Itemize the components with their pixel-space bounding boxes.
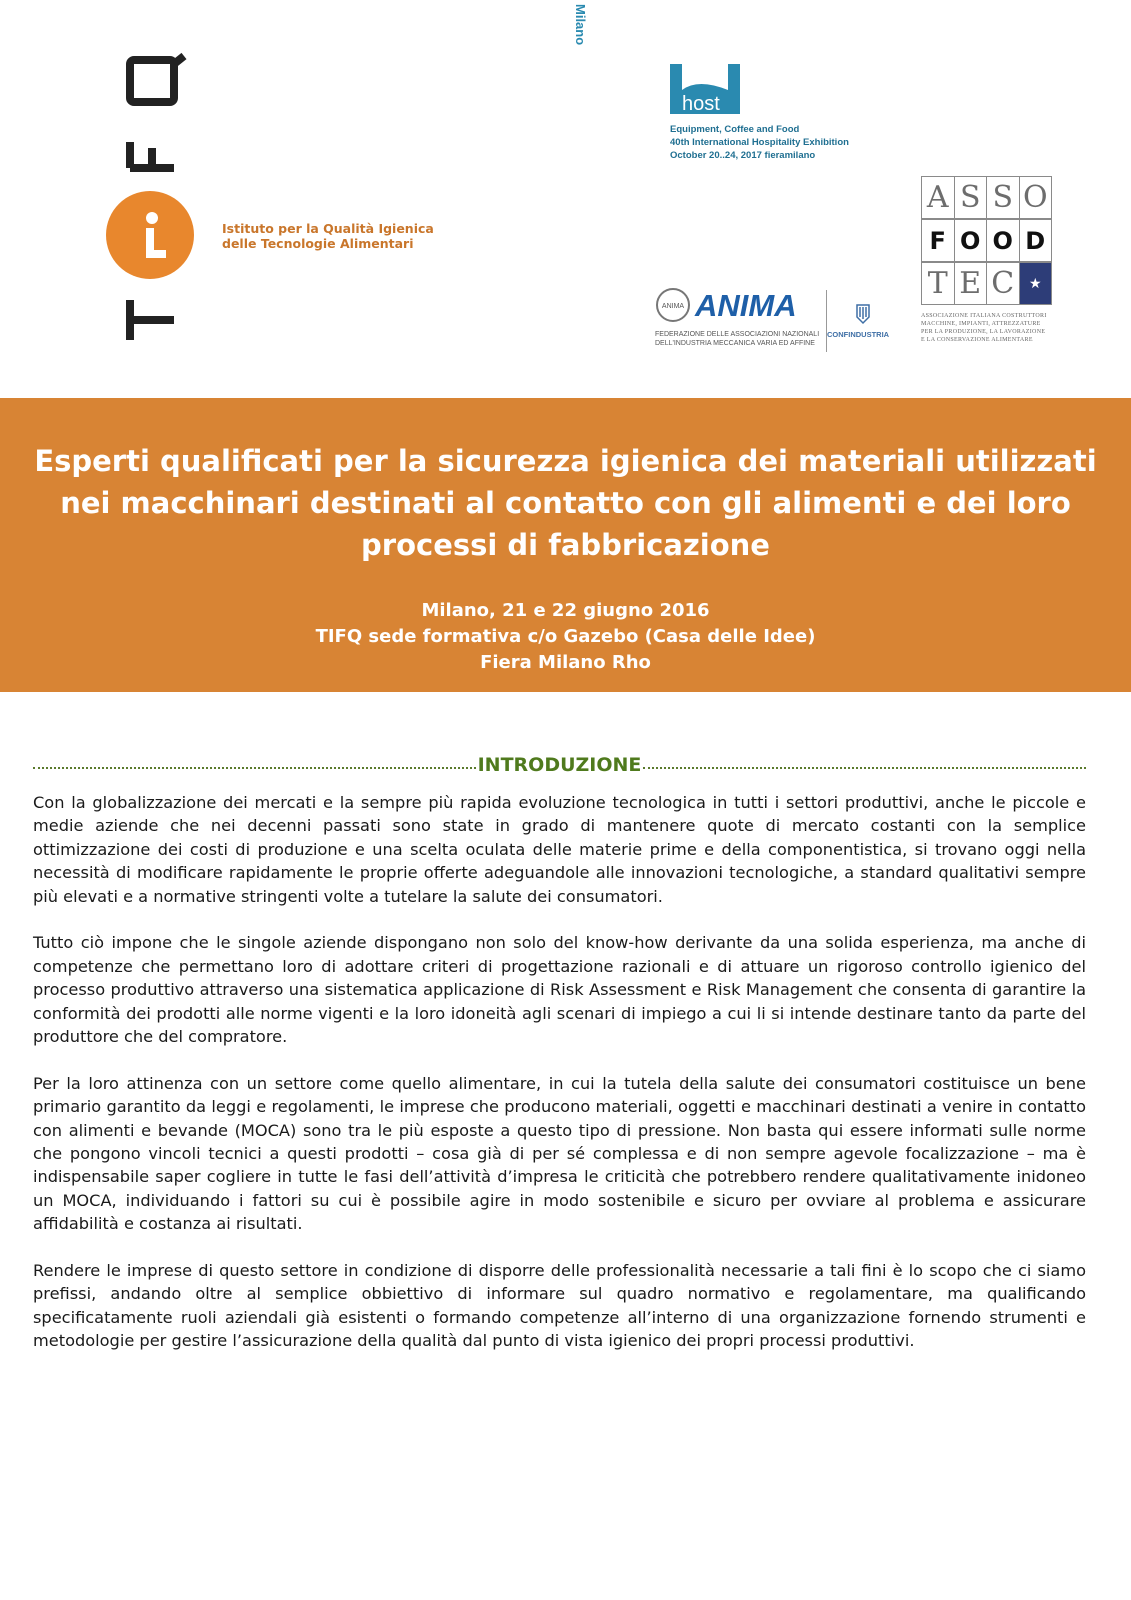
confindustria-label: CONFINDUSTRIA: [827, 330, 890, 339]
anima-name: ANIMA: [695, 288, 797, 323]
course-title-line: processi di fabbricazione: [361, 528, 770, 562]
assofoodtec-letter: O: [954, 219, 988, 262]
anima-caption-line: DELL'INDUSTRIA MECCANICA VARIA ED AFFINE: [655, 340, 815, 347]
host-subtitle: [670, 123, 890, 162]
course-title-line: Esperti qualificati per la sicurezza igienica dei materiali utilizzati: [34, 444, 1097, 478]
anima-badge: ANIMA: [661, 303, 685, 310]
event-venue: TIFQ sede formativa c/o Gazebo (Casa delle Idee): [315, 626, 816, 647]
assofoodtec-caption-line: E LA CONSERVAZIONE ALIMENTARE: [921, 337, 1033, 343]
tifq-letter-q: [130, 56, 184, 102]
assofoodtec-letter: S: [954, 176, 988, 219]
tifq-tagline-line: Istituto per la Qualità Igienica: [222, 221, 434, 236]
eu-stars-icon: ★: [1019, 262, 1053, 305]
assofoodtec-row: [921, 219, 1051, 262]
course-title-line: nei macchinari destinati al contatto con gli alimenti e dei loro: [60, 486, 1071, 520]
host-line: October 20..24, 2017 fieramilano: [670, 150, 816, 161]
host-line: Equipment, Coffee and Food: [670, 124, 800, 135]
paragraph: Rendere le imprese di questo settore in condizione di disporre delle professionalità necessarie a tali fini è lo scopo che ci siamo prefissi, andando oltre al semplice obbiettivo di informare sul quadro normativo e regolamentare, ma qualificando specificatamente ruoli aziendali già esistenti o formando competenze all’interno di una organizzazione fornendo strumenti e metodologie per gestire l’assicurazione della qualità dal punto di vista igienico dei propri processi produttivi.: [33, 1261, 1086, 1351]
dotted-leader: [643, 767, 1086, 769]
assofoodtec-caption-line: PER LA PRODUZIONE, LA LAVORAZIONE: [921, 329, 1046, 335]
tifq-logo: [100, 50, 220, 350]
anima-caption: [655, 330, 825, 348]
assofoodtec-logo: [921, 176, 1051, 306]
assofoodtec-letter: O: [1019, 176, 1053, 219]
paragraph: Per la loro attinenza con un settore come quello alimentare, in cui la tutela della salute dei consumatori costituisce un bene primario garantito da leggi e regolamenti, le imprese che producono materiali, oggetti e macchinari destinati a venire in contatto con alimenti e bevande (MOCA) sono tra le più esposte a questo tipo di pressione. Non basta qui essere informati sulle norme che pongono vincoli tecnici a questi prodotti – cosa già di per sé complessa e di non sempre agevole focalizzazione – ma è indispensabile saper cogliere in tutte le fasi dell’attività d’impresa le criticità che potrebbero rendere qualitativamente inidoneo un MOCA, individuando i fattori su cui è possibile agire in modo sostenibile e sicuro per ovviare al problema e assicurare affidabilità e costanza ai risultati.: [33, 1073, 1086, 1234]
course-title: [20, 440, 1111, 566]
title-banner: [0, 398, 1131, 692]
section-heading: [33, 746, 1086, 776]
assofoodtec-letter: S: [986, 176, 1020, 219]
tifq-tagline-line: delle Tecnologie Alimentari: [222, 236, 414, 251]
assofoodtec-letter: A: [921, 176, 955, 219]
host-line: 40th International Hospitality Exhibition: [670, 137, 849, 148]
anima-caption-line: FEDERAZIONE DELLE ASSOCIAZIONI NAZIONALI: [655, 331, 820, 338]
assofoodtec-letter: F: [921, 219, 955, 262]
paragraph: Con la globalizzazione dei mercati e la sempre più rapida evoluzione tecnologica in tutti i settori produttivi, anche le piccole e medie aziende che nei decenni passati sono state in grado di mantenere quote di mercato costanti con la semplice ottimizzazione dei costi di produzione e una scelta oculata delle materie prime e della componentistica, si trovano oggi nella necessità di modificare rapidamente le proprie offerte adeguandole alle innovazioni tecnologiche, a standard qualitativi sempre più elevati e a normative stringenti volte a tutelare la salute dei consumatori.: [33, 793, 1086, 906]
assofoodtec-row: [921, 262, 1051, 305]
assofoodtec-caption: [921, 312, 1061, 344]
tifq-tagline: [222, 221, 462, 251]
tifq-i-circle: [106, 191, 194, 279]
event-location: Fiera Milano Rho: [480, 652, 651, 673]
assofoodtec-caption-line: ASSOCIAZIONE ITALIANA COSTRUTTORI: [921, 313, 1047, 319]
assofoodtec-letter: C: [986, 262, 1020, 305]
host-logo: [573, 4, 868, 130]
assofoodtec-letter: T: [921, 262, 955, 305]
intro-body: [33, 791, 1086, 1376]
assofoodtec-letter: O: [986, 219, 1020, 262]
host-city: Milano: [573, 4, 588, 46]
assofoodtec-letter: E: [954, 262, 988, 305]
paragraph: Tutto ciò impone che le singole aziende dispongano non solo del know-how derivante da una solida esperienza, ma anche di competenze che permettano loro di adottare criteri di progettazione razionali e di attuare un rigoroso controllo igienico del processo produttivo attraverso una sistematica applicazione di Risk Assessment e Risk Management che consenta di garantire la conformità dei prodotti alle norme vigenti e la loro idoneità agli scenari di impiego a cui li si intende destinare tanto da parte del produttore che del compratore.: [33, 933, 1086, 1047]
dotted-leader: [33, 767, 476, 769]
tifq-letter-f: [130, 142, 174, 168]
host-logo-text: host: [682, 93, 720, 115]
tifq-letter-t: [130, 300, 174, 340]
event-date: Milano, 21 e 22 giugno 2016: [421, 600, 710, 621]
section-title: INTRODUZIONE: [477, 754, 642, 776]
assofoodtec-caption-line: MACCHINE, IMPIANTI, ATTREZZATURE: [921, 321, 1041, 327]
event-info: [20, 598, 1111, 676]
assofoodtec-letter: D: [1019, 219, 1053, 262]
assofoodtec-row: [921, 176, 1051, 219]
